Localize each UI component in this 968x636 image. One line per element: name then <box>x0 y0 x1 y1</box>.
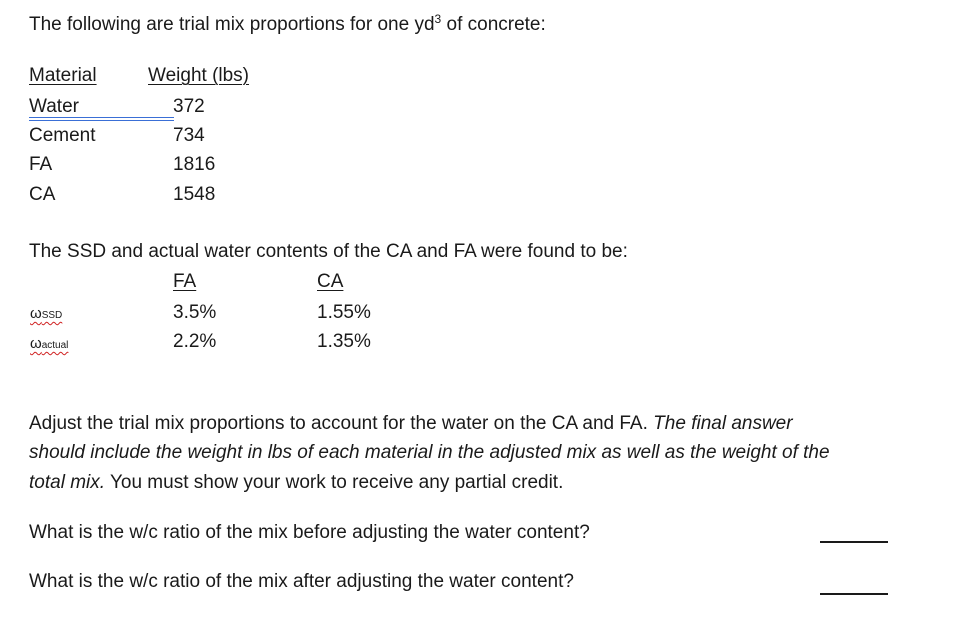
ca-actual-value: 1.35% <box>317 331 371 352</box>
fa-ssd-value: 3.5% <box>173 302 217 323</box>
material-water: Water <box>29 96 79 117</box>
omega-actual-subscript: actual <box>41 340 69 351</box>
intro-text-main: The following are trial mix proportions for one yd <box>29 14 435 35</box>
omega-ssd-label <box>30 306 62 321</box>
omega-ssd-subscript: SSD <box>41 310 63 321</box>
instructions-line-2: should include the weight in lbs of each material in the adjusted mix as well as the weight of the <box>29 442 830 463</box>
weight-water: 372 <box>173 96 205 117</box>
water-row-underline-2 <box>29 120 174 121</box>
header-ca: CA <box>317 271 344 292</box>
water-content-intro: The SSD and actual water contents of the CA and FA were found to be: <box>29 241 628 262</box>
instructions-text: Adjust the trial mix proportions to account for the water on the CA and FA. <box>29 413 654 434</box>
question-before: What is the w/c ratio of the mix before adjusting the water content? <box>29 522 590 543</box>
material-cement: Cement <box>29 125 96 146</box>
header-material: Material <box>29 65 97 86</box>
answer-blank-after[interactable] <box>820 593 888 595</box>
cubic-superscript: 3 <box>434 12 442 26</box>
header-weight: Weight (lbs) <box>148 65 250 86</box>
instructions-emphasis: The final answer <box>653 413 793 434</box>
question-after: What is the w/c ratio of the mix after adjusting the water content? <box>29 571 574 592</box>
instructions-credit-text: You must show your work to receive any partial credit. <box>105 472 564 493</box>
intro-text <box>29 12 546 35</box>
weight-cement: 734 <box>173 125 205 146</box>
header-fa: FA <box>173 271 197 292</box>
omega-ssd-symbol: ω <box>30 305 42 322</box>
ca-ssd-value: 1.55% <box>317 302 371 323</box>
weight-fa: 1816 <box>173 154 216 175</box>
intro-text-end: of concrete: <box>441 14 546 35</box>
instructions-line-3 <box>29 473 563 492</box>
weight-ca: 1548 <box>173 184 216 205</box>
instructions-line-1 <box>29 414 793 433</box>
omega-actual-label <box>30 336 68 351</box>
omega-actual-symbol: ω <box>30 335 42 352</box>
fa-actual-value: 2.2% <box>173 331 217 352</box>
instructions-emphasis-end: total mix. <box>29 472 106 493</box>
answer-blank-before[interactable] <box>820 541 888 543</box>
material-ca: CA <box>29 184 56 205</box>
water-row-underline <box>29 117 174 118</box>
material-fa: FA <box>29 154 53 175</box>
